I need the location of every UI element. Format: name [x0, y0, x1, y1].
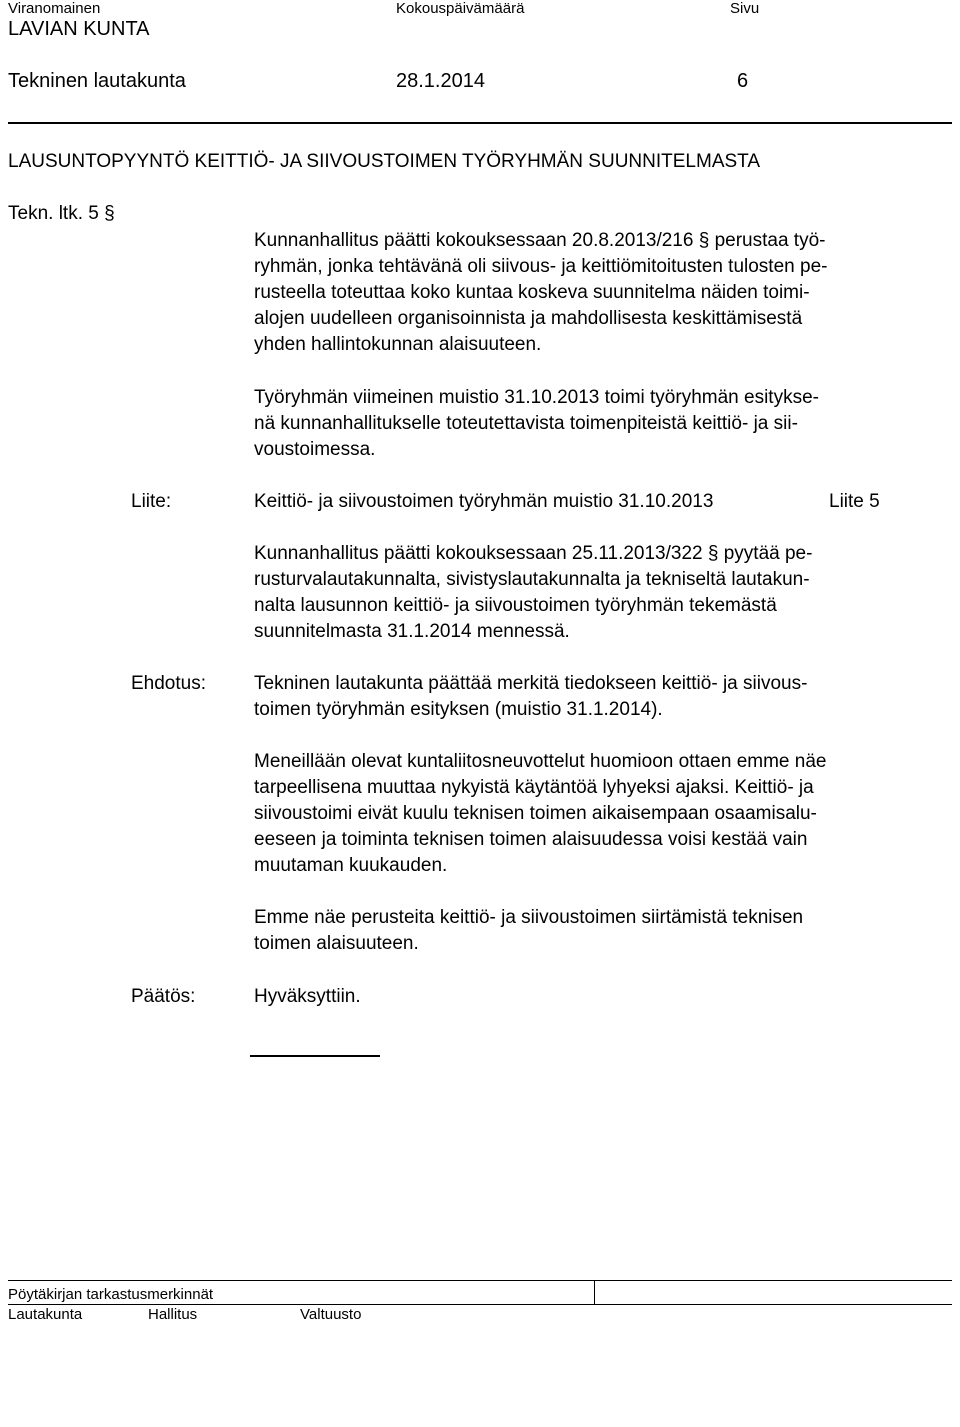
footer-column-divider — [594, 1280, 595, 1304]
text-line: Tekninen lautakunta päättää merkitä tiedokseen keittiö- ja siivous- — [254, 673, 808, 694]
footer-row-divider — [8, 1304, 952, 1305]
text-line: toimen työryhmän esityksen (muistio 31.1.2014). — [254, 699, 663, 720]
paragraph-conclusion — [254, 905, 944, 957]
text-line: Työryhmän viimeinen muistio 31.10.2013 toimi työryhmän esitykse- — [254, 387, 819, 408]
item-reference: Tekn. ltk. 5 § — [8, 203, 115, 224]
text-line: nalta lausunnon keittiö- ja siivoustoimen työryhmän tekemästä — [254, 595, 777, 616]
attachment-reference: Liite 5 — [829, 491, 880, 512]
text-line: siivoustoimi eivät kuulu teknisen toimen aikaisempaan osaamisalu- — [254, 803, 817, 824]
attachment-label: Liite: — [131, 491, 172, 512]
header-divider — [8, 122, 952, 124]
text-line: tarpeellisena muuttaa nykyistä käytäntöä lyhyeksi ajaksi. Keittiö- ja — [254, 777, 814, 798]
footer-board-column: Lautakunta — [8, 1306, 83, 1323]
text-line: Kunnanhallitus päätti kokouksessaan 20.8.2013/216 § perustaa työ- — [254, 230, 826, 251]
paragraph-memo — [254, 385, 944, 463]
proposal-label: Ehdotus: — [131, 673, 206, 694]
board-name: Tekninen lautakunta — [8, 70, 186, 92]
text-line: nä kunnanhallitukselle toteutettavista toimenpiteistä keittiö- ja sii- — [254, 413, 798, 434]
text-line: rusturvalautakunnalta, sivistyslautakunnalta ja tekniseltä lautakun- — [254, 569, 810, 590]
text-line: voustoimessa. — [254, 439, 376, 460]
paragraph-request — [254, 541, 944, 645]
text-line: alojen uudelleen organisoinnista ja mahdollisesta keskittämisestä — [254, 308, 803, 329]
text-line: eeseen ja toiminta teknisen toimen alaisuudessa voisi kestää vain — [254, 829, 808, 850]
text-line: muutaman kuukauden. — [254, 855, 448, 876]
text-line: ryhmän, jonka tehtävänä oli siivous- ja keittiömitoitusten tulosten pe- — [254, 256, 828, 277]
footer-divider — [8, 1280, 952, 1281]
footer-marks-label: Pöytäkirjan tarkastusmerkinnät — [8, 1286, 214, 1303]
paragraph-background — [254, 228, 944, 358]
text-line: suunnitelmasta 31.1.2014 mennessä. — [254, 621, 570, 642]
document-title: LAUSUNTOPYYNTÖ KEITTIÖ- JA SIIVOUSTOIMEN TYÖRYHMÄN SUUNNITELMASTA — [8, 151, 761, 172]
meeting-date: 28.1.2014 — [396, 70, 485, 92]
attachment-text: Keittiö- ja siivoustoimen työryhmän muistio 31.10.2013 — [254, 491, 714, 512]
header-date-label: Kokouspäivämäärä — [396, 0, 525, 17]
text-line: Meneillään olevat kuntaliitosneuvottelut huomioon ottaen emme näe — [254, 751, 827, 772]
text-line: Kunnanhallitus päätti kokouksessaan 25.11.2013/322 § pyytää pe- — [254, 543, 813, 564]
text-line: yhden hallintokunnan alaisuuteen. — [254, 334, 542, 355]
text-line: toimen alaisuuteen. — [254, 933, 419, 954]
paragraph-rationale — [254, 749, 944, 879]
text-line: Emme näe perusteita keittiö- ja siivoustoimen siirtämistä teknisen — [254, 907, 804, 928]
text-line: rusteella toteuttaa koko kuntaa koskeva suunnitelma näiden toimi- — [254, 282, 810, 303]
footer-council-column: Valtuusto — [300, 1306, 362, 1323]
decision-label: Päätös: — [131, 986, 196, 1007]
header-page-label: Sivu — [730, 0, 760, 17]
paragraph-proposal — [254, 671, 944, 723]
authority-name: LAVIAN KUNTA — [8, 18, 150, 40]
footer-executive-column: Hallitus — [148, 1306, 198, 1323]
header-authority-label: Viranomainen — [8, 0, 101, 17]
decision-text: Hyväksyttiin. — [254, 986, 361, 1007]
page-number: 6 — [737, 70, 749, 92]
signature-line — [250, 1055, 380, 1057]
